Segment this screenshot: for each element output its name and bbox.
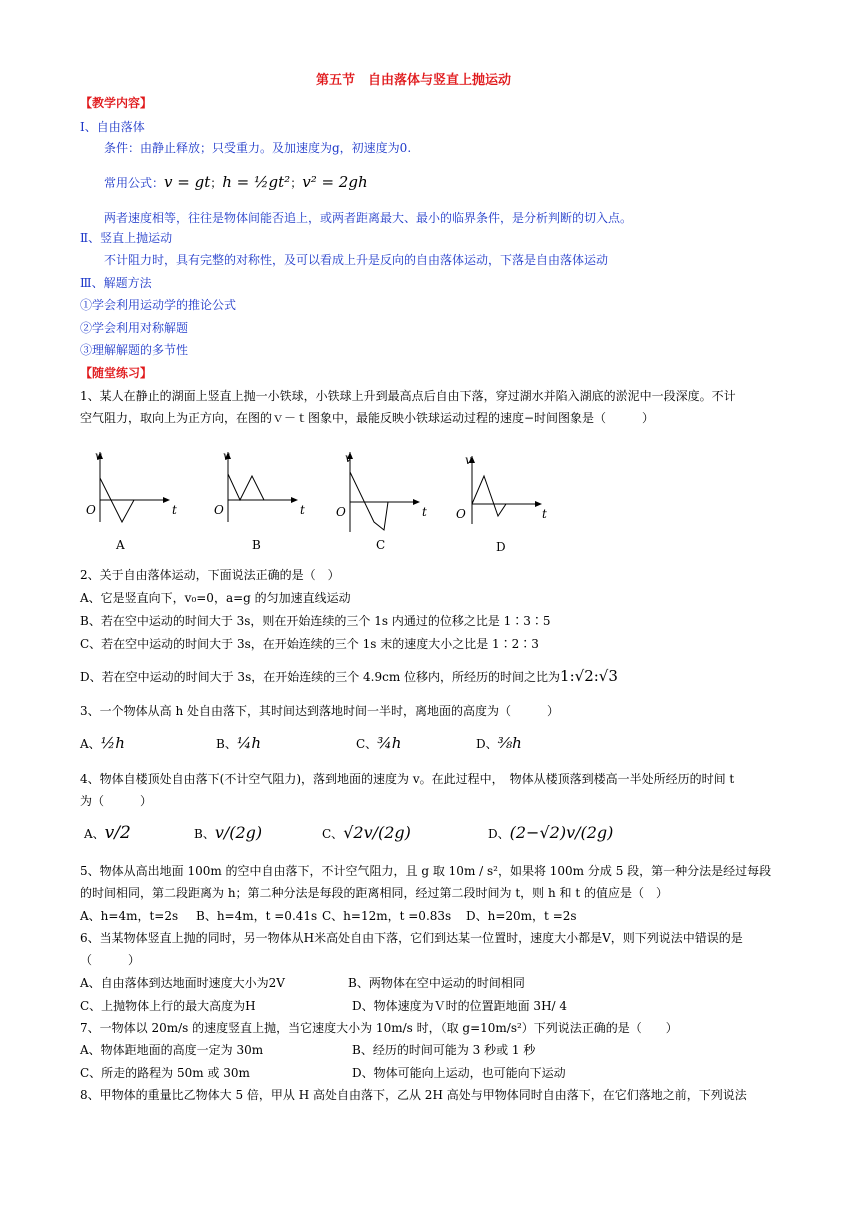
q5-option-c: C、h=12m，t =0.83s (322, 909, 452, 923)
q7-stem: 7、一物体以 20m/s 的速度竖直上抛，当它速度大小为 10m/s 时，（取 g=10m/s²）下列说法正确的是（ ） (80, 1021, 678, 1035)
q4-line2: 为（ ） (80, 794, 153, 808)
q2-option-d (80, 668, 618, 685)
q3-option-d: D、⅜h (476, 734, 522, 752)
q6-line2: （ ） (80, 953, 141, 967)
part3-item-1: ①学会利用运动学的推论公式 (80, 298, 237, 312)
q4-option-a: A、v/2 (84, 823, 131, 843)
q5-option-a: A、h=4m，t=2s (80, 909, 179, 923)
graph-a-label: A (116, 538, 125, 552)
graph-d-label: D (496, 540, 506, 554)
q1-line1: 1、某人在静止的湖面上竖直上抛一小铁球，小铁球上升到最高点后自由下落，穿过湖水并陷入湖底的淤泥中一段深度。不计 (80, 389, 736, 403)
graph-b-v-label: v (223, 449, 230, 463)
q2-stem: 2、关于自由落体运动，下面说法正确的是（ ） (80, 568, 340, 582)
part1-condition: 条件：由静止释放；只受重力。及加速度为g，初速度为0. (104, 141, 412, 155)
q3-option-b: B、¼h (216, 734, 262, 752)
graph-c-label: C (376, 538, 386, 552)
q5-option-b: B、h=4m，t =0.41s (196, 909, 318, 923)
q1-line2: 空气阻力，取向上为正方向，在图的ｖ－ｔ图象中，最能反映小铁球运动过程的速度−时间图象是（ ） (80, 411, 655, 425)
graph-a (86, 449, 188, 552)
graph-a-t-label: t (172, 503, 177, 517)
part1-note: 两者速度相等，往往是物体间能否追上，或两者距离最大、最小的临界条件，是分析判断的切入点。 (104, 211, 633, 225)
part3-item-2: ②学会利用对称解题 (80, 321, 189, 335)
q8-line1: 8、甲物体的重量比乙物体大 5 倍，甲从 H 高处自由落下，乙从 2H 高处与甲物体同时自由落下，在它们落地之前，下列说法 (80, 1088, 747, 1102)
q4-line1: 4、物体自楼顶处自由落下(不计空气阻力)，落到地面的速度为 v。在此过程中， 物体从楼顶落到楼高一半处所经历的时间 t (80, 772, 735, 786)
graph-d-v-label: v (465, 453, 472, 467)
formula-height: h = ½gt² (222, 173, 291, 191)
q6-line1: 6、当某物体竖直上抛的同时，另一物体从H米高处自由下落，它们到达某一位置时，速度大小都是V，则下列说法中错误的是 (80, 931, 743, 945)
graph-d-origin: O (456, 507, 466, 521)
q6-option-c: C、上抛物体上行的最大高度为H (80, 999, 256, 1013)
q7-option-c: C、所走的路程为 50m 或 30m (80, 1066, 250, 1080)
q7-option-b: B、经历的时间可能为 3 秒或 1 秒 (352, 1043, 536, 1057)
part1-heading: Ⅰ、自由落体 (80, 120, 145, 134)
part2-text: 不计阻力时，具有完整的对称性，及可以看成上升是反向的自由落体运动，下落是自由落体运动 (104, 253, 609, 267)
formula-velocity: v = gt (164, 173, 211, 191)
q2-option-c: C、若在空中运动的时间大于 3s，在开始连续的三个 1s 末的速度大小之比是 1∶2∶3 (80, 637, 539, 651)
q3-option-c: C、¾h (356, 734, 402, 752)
part3-heading: Ⅲ、解题方法 (80, 276, 152, 290)
q7-option-d: D、物体可能向上运动，也可能向下运动 (352, 1066, 566, 1080)
graph-c (338, 452, 438, 552)
q4-option-b: B、v/(2g) (194, 823, 263, 842)
q5-line2: 的时间相同，第二段距离为 h；第二种分法是每段的距离相同，经过第二段时间为 t，则 h 和 t 的值应是（ ） (80, 886, 668, 900)
q4-option-d: D、(2−√2)v/(2g) (488, 823, 614, 842)
graph-b-t-label: t (300, 503, 305, 517)
q6-option-a: A、自由落体到达地面时速度大小为2V (80, 976, 285, 990)
graph-b-label: B (252, 538, 261, 552)
graph-a-v-label: v (95, 449, 102, 463)
graph-c-t-label: t (422, 505, 427, 519)
q3-option-a: A、½h (80, 734, 125, 752)
q2-option-d-ratio: 1:√2:√3 (560, 667, 618, 685)
graph-c-origin: O (336, 505, 346, 519)
section-teaching-heading: 【教学内容】 (80, 96, 153, 110)
graph-c-v-label: v (345, 451, 352, 465)
graph-b (214, 449, 316, 552)
page-title: 第五节 自由落体与竖直上抛运动 (316, 73, 512, 88)
q5-line1: 5、物体从高出地面 100m 的空中自由落下，不计空气阻力，且 g 取 10m / s²，如果将 100m 分成 5 段，第一种分法是经过每段 (80, 864, 772, 878)
graph-b-origin: O (214, 503, 224, 517)
q2-option-b: B、若在空中运动的时间大于 3s，则在开始连续的三个 1s 内通过的位移之比是 1∶3∶5 (80, 614, 551, 628)
q6-option-b: B、两物体在空中运动的时间相同 (348, 976, 525, 990)
graph-d-t-label: t (542, 507, 547, 521)
part1-formulas: 常用公式：v = gt；h = ½gt²；v² = 2gh (104, 173, 368, 191)
q2-option-d-text: D、若在空中运动的时间大于 3s，在开始连续的三个 4.9cm 位移内，所经历的时间之比为 (80, 670, 561, 684)
q4-option-c: C、√2v/(2g) (322, 823, 411, 842)
section-practice-heading: 【随堂练习】 (80, 366, 153, 380)
graph-a-origin: O (86, 503, 96, 517)
part2-heading: Ⅱ、竖直上抛运动 (80, 231, 173, 245)
q6-option-d: D、物体速度为Ｖ时的位置距地面 3H/ 4 (352, 999, 568, 1013)
formula-label: 常用公式： (104, 176, 165, 190)
q5-option-d: D、h=20m，t =2s (466, 909, 577, 923)
q2-option-a: A、它是竖直向下，v₀=0，a=g 的匀加速直线运动 (80, 591, 351, 605)
q3-stem: 3、一个物体从高 h 处自由落下，其时间达到落地时间一半时，离地面的高度为（ ） (80, 704, 559, 718)
graph-d (456, 453, 560, 556)
part3-item-3: ③理解解题的多节性 (80, 343, 189, 357)
q7-option-a: A、物体距地面的高度一定为 30m (80, 1043, 264, 1057)
formula-velocity-squared: v² = 2gh (302, 173, 368, 191)
